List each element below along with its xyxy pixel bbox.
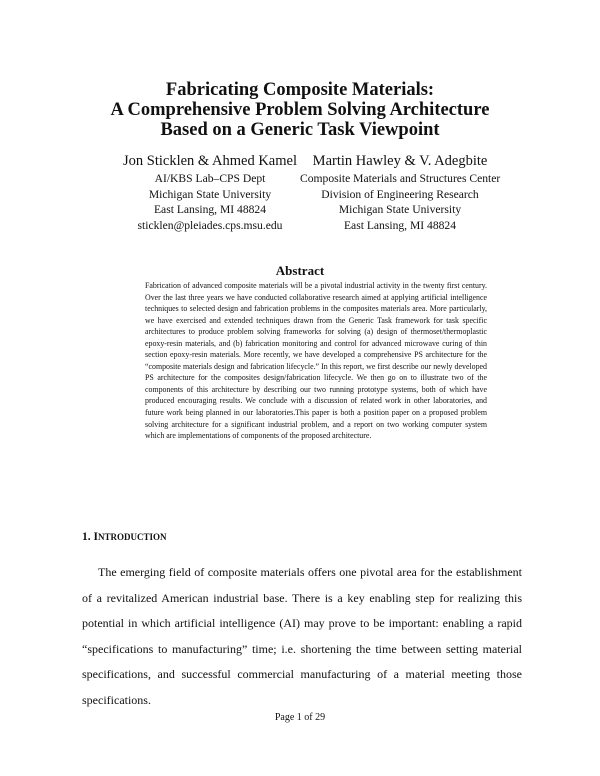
author-university: Michigan State University <box>148 187 272 201</box>
author-center: Composite Materials and Structures Center <box>300 172 501 185</box>
title-line-3: Based on a Generic Task Viewpoint <box>160 120 440 140</box>
section-heading-introduction <box>82 531 167 543</box>
author-names: Jon Sticklen & Ahmed Kamel <box>123 153 297 169</box>
title-line-1: Fabricating Composite Materials: <box>165 80 435 100</box>
author-university: Michigan State University <box>338 203 462 216</box>
section-number: 1. I <box>82 531 98 543</box>
abstract-heading: Abstract <box>275 263 325 278</box>
author-block-left <box>110 151 310 233</box>
section-title-rest: NTRODUCTION <box>97 532 167 542</box>
author-division: Division of Engineering Research <box>321 187 479 201</box>
introduction-paragraph: The emerging field of composite materials offers one pivotal area for the establishment of a revitalized American industrial base. There is a key enabling step for realizing this potential in which artificial intelligence (AI) may prove to be important: enabling a rapid “specifications to manufacturing” time; i.e. shortening the time between setting material specifications, and successful commercial manufacturing of a material meeting those specifications. <box>82 565 522 707</box>
author-email: sticklen@pleiades.cps.msu.edu <box>137 218 283 232</box>
author-address: East Lansing, MI 48824 <box>343 218 457 232</box>
author-names: Martin Hawley & V. Adegbite <box>312 153 488 169</box>
author-address: East Lansing, MI 48824 <box>153 203 267 216</box>
author-block-right <box>300 151 500 233</box>
author-department: AI/KBS Lab–CPS Dept <box>154 172 266 185</box>
paper-title <box>0 80 600 140</box>
title-line-2: A Comprehensive Problem Solving Architecture <box>110 100 490 120</box>
page-footer: Page 1 of 29 <box>274 712 326 723</box>
abstract-text: Fabrication of advanced composite materials will be a pivotal industrial activity in the twenty first century. Over the last three years we have conducted collaborative research aimed at applying artificial intelligence techniques to selected design and fabrication problems in the composites materials area. More particularly, we have exercised and extended techniques drawn from the Generic Task framework for task specific architectures to produce problem solving frameworks for solving (a) design of thermoset/thermoplastic epoxy-resin materials, and (b) fabrication monitoring and control for advanced microwave curing of thin section epoxy-resin materials. More recently, we have developed a comprehensive PS architecture for the “composite materials design and fabrication lifecycle.” In this report, we first describe our newly developed PS architecture for the composites design/fabrication lifecycle. We then go on to illustrate two of the components of this architecture by describing our two running prototype systems, both of which have produced encouraging results. We conclude with a discussion of related work in other laboratories, and future work being planned in our laboratories.This paper is both a position paper on a proposed problem solving architecture for a significant industrial problem, and a report on two working computer system which are implementations of components of the proposed architecture. <box>145 281 487 441</box>
